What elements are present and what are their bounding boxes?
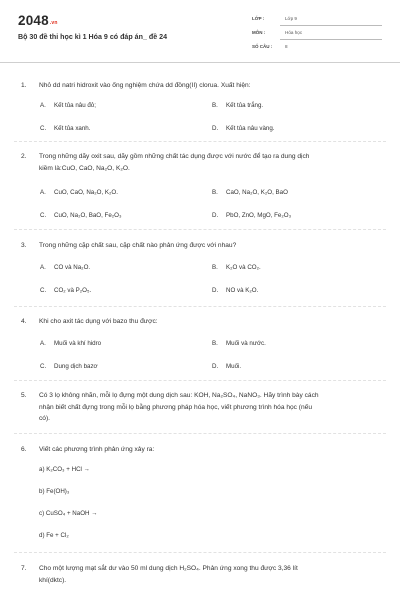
option-b[interactable]: B. K₂O và CO₂. bbox=[212, 264, 261, 271]
meta-subject-value: Hóa học bbox=[285, 30, 303, 35]
option-d[interactable]: D. PbO, ZnO, MgO, Fe₂O₃ bbox=[212, 212, 292, 219]
meta-subject bbox=[252, 28, 382, 42]
question-text: Trong những cặp chất sau, cặp chất nào phản ứng được với nhau? bbox=[39, 242, 237, 249]
question-divider bbox=[14, 229, 386, 230]
question-text: Viết các phương trình phản ứng xảy ra: bbox=[39, 446, 155, 453]
question-number: 1. bbox=[21, 82, 27, 89]
meta-divider bbox=[280, 39, 382, 40]
option-d[interactable]: D. Kết tủa nâu vàng. bbox=[212, 125, 275, 132]
meta-class bbox=[252, 14, 382, 28]
question-text bbox=[39, 563, 375, 586]
option-c[interactable]: C. Dung dịch bazơ bbox=[40, 363, 98, 370]
question-text: Khi cho axit tác dụng với bazo thu được: bbox=[39, 318, 158, 325]
header bbox=[0, 0, 400, 62]
question-divider bbox=[14, 306, 386, 307]
question-text-line: có). bbox=[39, 415, 50, 422]
question-text-line: nhận biết chất đựng trong mỗi lọ bằng phương pháp hóa học, viết phương trình hóa học (nếu bbox=[39, 403, 313, 411]
equation-item: c) CuSO₄ + NaOH → bbox=[39, 510, 98, 517]
option-c[interactable]: C. Kết tủa xanh. bbox=[40, 125, 91, 132]
meta-info bbox=[252, 14, 382, 56]
question-text-line: Cho một lượng mạt sắt dư vào 50 ml dung dịch H₂SO₄. Phản ứng xong thu được 3,36 lít bbox=[39, 565, 298, 572]
meta-class-label: LỚP : bbox=[252, 16, 265, 21]
option-d[interactable]: D. NO và K₂O. bbox=[212, 287, 259, 294]
question-divider bbox=[14, 380, 386, 381]
question-text bbox=[39, 390, 375, 425]
option-a[interactable]: A. Muối và khí hidro bbox=[40, 340, 102, 347]
option-a[interactable]: A. CuO, CaO, Na₂O, K₂O. bbox=[40, 189, 118, 196]
option-b[interactable]: B. CaO, Na₂O, K₂O, BaO bbox=[212, 189, 288, 196]
question-text-line: Trong những dãy oxit sau, dãy gồm những chất tác dụng được với nước để tạo ra dung dịch bbox=[39, 153, 310, 160]
question-number: 4. bbox=[21, 318, 27, 325]
question-number: 6. bbox=[21, 446, 27, 453]
question-divider bbox=[14, 433, 386, 434]
option-c[interactable]: C. CuO, Na₂O, BaO, Fe₂O₃ bbox=[40, 212, 122, 219]
option-d[interactable]: D. Muối. bbox=[212, 363, 242, 370]
logo-suffix: .vn bbox=[49, 20, 58, 26]
option-c[interactable]: C. CO₂ và P₂O₅. bbox=[40, 287, 92, 294]
equation-item: d) Fe + Cl₂ bbox=[39, 532, 69, 539]
question-divider bbox=[14, 552, 386, 553]
question-number: 7. bbox=[21, 565, 27, 572]
site-logo[interactable] bbox=[18, 13, 58, 28]
question-text: Nhỏ dd natri hidroxit vào ống nghiệm chứa dd đồng(II) clorua. Xuất hiện: bbox=[39, 82, 251, 89]
header-divider bbox=[0, 62, 400, 63]
option-a[interactable]: A. Kết tủa nâu đỏ; bbox=[40, 102, 96, 109]
meta-divider bbox=[280, 25, 382, 26]
equation-item: a) K₂CO₃ + HCl → bbox=[39, 466, 90, 473]
option-b[interactable]: B. Kết tủa trắng. bbox=[212, 102, 264, 109]
document-title: Bộ 30 đề thi học kì 1 Hóa 9 có đáp án_ đề 24 bbox=[18, 33, 168, 41]
meta-count-label: SỐ CÂU : bbox=[252, 44, 273, 49]
question-text-line: Có 3 lọ không nhãn, mỗi lọ đựng một dung dịch sau: KOH, Na₂SO₄, NaNO₃. Hãy trình bày cách bbox=[39, 392, 319, 399]
question-number: 2. bbox=[21, 153, 27, 160]
question-text-line: kiềm là:CuO, CaO, Na₂O, K₂O. bbox=[39, 164, 130, 172]
question-number: 5. bbox=[21, 392, 27, 399]
meta-count-value: 8 bbox=[285, 44, 288, 49]
option-b[interactable]: B. Muối và nước. bbox=[212, 340, 266, 347]
question-divider bbox=[14, 141, 386, 142]
question-text bbox=[39, 151, 375, 174]
option-a[interactable]: A. CO và Na₂O. bbox=[40, 264, 91, 271]
meta-class-value: Lớp 9 bbox=[285, 16, 297, 21]
equation-item: b) Fe(OH)₃ bbox=[39, 488, 70, 495]
meta-count bbox=[252, 42, 382, 56]
logo-text: 2048 bbox=[18, 13, 49, 28]
question-number: 3. bbox=[21, 242, 27, 249]
question-text-line: khí(dktc). bbox=[39, 576, 67, 584]
meta-subject-label: MÔN : bbox=[252, 30, 266, 35]
